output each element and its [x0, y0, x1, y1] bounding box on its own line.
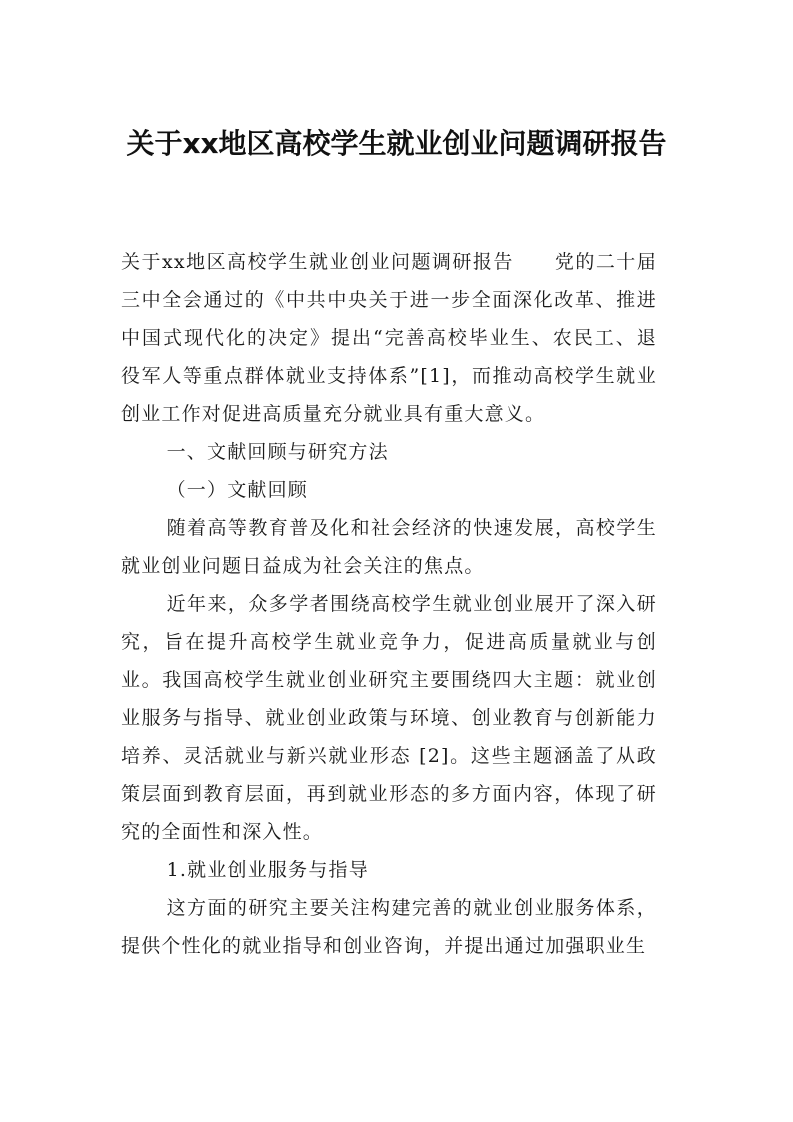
intro-paragraph: 关于xx地区高校学生就业创业问题调研报告 党的二十届三中全会通过的《中共中央关于进一步全面深化改革、推进中国式现代化的决定》提出“完善高校毕业生、农民工、退役军人等重点群体就业支持体系”[1]，而推动高校学生就业创业工作对促进高质量充分就业具有重大意义。 [121, 251, 657, 425]
document-title: 关于xx地区高校学生就业创业问题调研报告 [126, 127, 667, 160]
body-paragraph: 近年来，众多学者围绕高校学生就业创业展开了深入研究，旨在提升高校学生就业竞争力，促进高质量就业与创业。我国高校学生就业创业研究主要围绕四大主题：就业创业服务与指导、就业创业政策与环境、创业教育与创新能力培养、灵活就业与新兴就业形态 [2]。这些主题涵盖了从政策层面到教育层面，再到就业形态的多方面内容，体现了研究的全面性和深入性。 [121, 593, 657, 843]
subsection-heading: （一）文献回顾 [166, 479, 308, 501]
document-body [121, 243, 657, 965]
body-paragraph: 这方面的研究主要关注构建完善的就业创业服务体系，提供个性化的就业指导和创业咨询，并提出通过加强职业生 [121, 897, 657, 957]
numbered-heading: 1.就业创业服务与指导 [166, 859, 369, 881]
body-paragraph: 随着高等教育普及化和社会经济的快速发展，高校学生就业创业问题日益成为社会关注的焦点。 [121, 517, 657, 577]
section-heading: 一、文献回顾与研究方法 [166, 441, 389, 463]
